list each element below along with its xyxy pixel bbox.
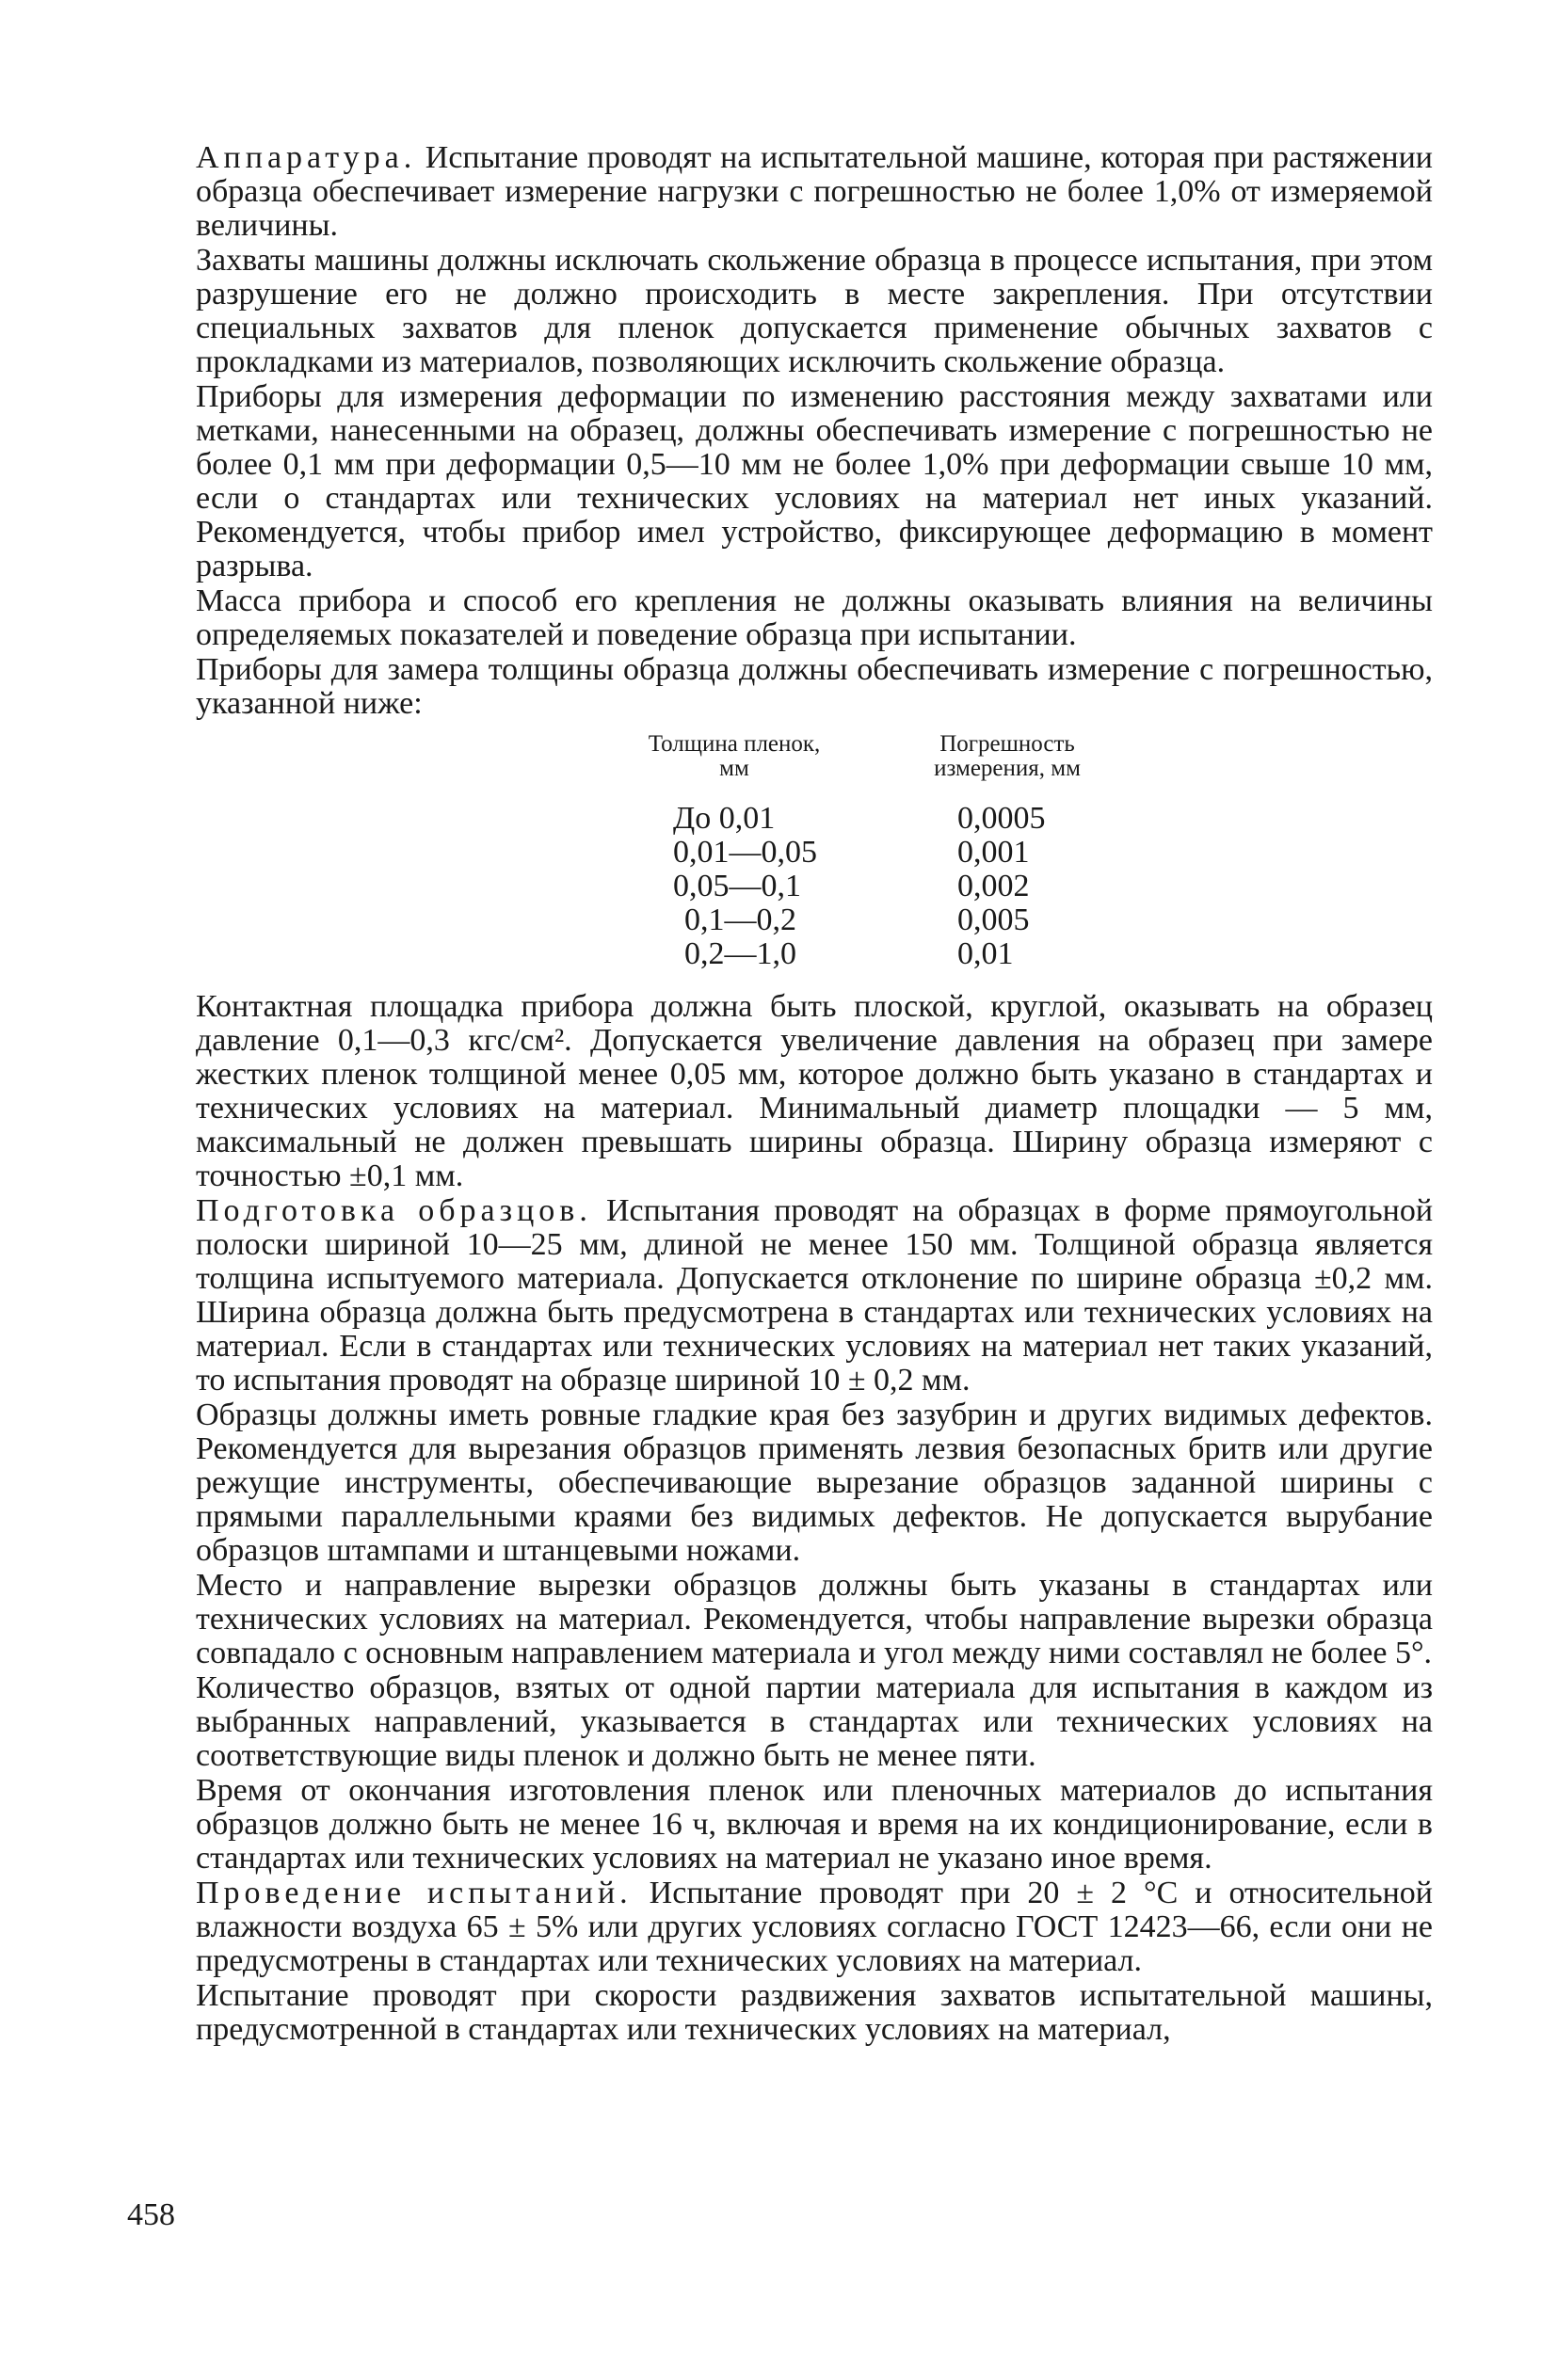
cell-error: 0,001 <box>957 835 1030 870</box>
paragraph-device-mass <box>196 584 1433 652</box>
thickness-table-wrap <box>196 732 1433 971</box>
table-header-error: Погрешность измерения, мм <box>934 731 1081 781</box>
paragraph-text: Испытание проводят при 20 ± 2 °С и относительной влажности воздуха 65 ± 5% или других условиях согласно ГОСТ 12423—66, если они не предусмотрены в стандартах или технических условиях на материал. <box>196 1876 1433 1978</box>
paragraph-test-procedure <box>196 1877 1433 1978</box>
paragraph-grips <box>196 244 1433 379</box>
table-row <box>645 903 1106 937</box>
paragraph-text: Количество образцов, взятых от одной партии материала для испытания в каждом из выбранных направлений, указывается в стандартах или технических условиях на соответствующие виды пленок и должно быть не менее пяти. <box>196 1670 1433 1773</box>
paragraph-text: Испытание проводят при скорости раздвижения захватов испытательной машины, предусмотренной в стандартах или технических условиях на материал, <box>196 1978 1433 2047</box>
cell-error: 0,0005 <box>957 801 1046 836</box>
cell-thickness: 0,05—0,1 <box>673 869 801 903</box>
paragraph-text: Время от окончания изготовления пленок или пленочных материалов до испытания образцов должно быть не менее 16 ч, включая и время на их кондиционирование, если в стандартах или технических условиях на материал не указано иное время. <box>196 1773 1433 1876</box>
table-row <box>645 836 1106 870</box>
cell-thickness: До 0,01 <box>673 801 776 836</box>
paragraph-text: Захваты машины должны исключать скольжение образца в процессе испытания, при этом разрушение его не должно происходить в месте закрепления. При отсутствии специальных захватов для пленок допускается применение обычных захватов с прокладками из материалов, позволяющих исключить скольжение образца. <box>196 243 1433 379</box>
cell-error: 0,005 <box>957 902 1030 937</box>
paragraph-text: Испытание проводят на испытательной машине, которая при растяжении образца обеспечивает измерение нагрузки с погрешностью не более 1,0% от измеряемой величины. <box>196 140 1433 243</box>
table-row <box>645 802 1106 836</box>
table-row <box>645 870 1106 903</box>
paragraph-text: Испытания проводят на образцах в форме прямоугольной полоски шириной 10—25 мм, длиной не менее 150 мм. Толщиной образца является толщина испытуемого материала. Допускается отклонение по ширине образца ±0,2 мм. Ширина образца должна быть предусмотрена в стандартах или технических условиях на материал. Если в стандартах или технических условиях на материал нет таких указаний, то испытания проводят на образце шириной 10 ± 0,2 мм. <box>196 1193 1434 1398</box>
paragraph-text: Приборы для измерения деформации по изменению расстояния между захватами или метками, нанесенными на образец, должны обеспечивать измерение с погрешностью не более 0,1 мм при деформации 0,5—10 мм не более 1,0% при деформации свыше 10 мм, если о стандартах или технических условиях на материал нет иных указаний. Рекомендуется, чтобы прибор имел устройство, фиксирующее деформацию в момент разрыва. <box>196 379 1433 583</box>
paragraph-contact-pad <box>196 990 1433 1193</box>
paragraph-deformation-devices <box>196 380 1433 583</box>
table-row <box>645 937 1106 971</box>
table-header-row <box>645 732 1106 802</box>
section-lead-apparatus: Аппаратура. <box>196 140 417 175</box>
cell-thickness: 0,01—0,05 <box>673 835 817 870</box>
paragraph-grip-speed <box>196 1979 1433 2047</box>
paragraph-text: Контактная площадка прибора должна быть плоской, круглой, оказывать на образец давление 0,1—0,3 кгс/см². Допускается увеличение давления на образец при замере жестких пленок толщиной менее 0,05 мм, которое должно быть указано в стандартах и технических условиях на материал. Минимальный диаметр площадки — 5 мм, максимальный не должен превышать ширины образца. Ширину образца измеряют с точностью ±0,1 мм. <box>196 989 1433 1193</box>
page-number: 458 <box>127 2197 175 2232</box>
paragraph-cut-direction <box>196 1569 1433 1670</box>
paragraph-text: Масса прибора и способ его крепления не должны оказывать влияния на величины определяемых показателей и поведение образца при испытании. <box>196 583 1433 652</box>
paragraph-conditioning-time <box>196 1774 1433 1876</box>
paragraph-sample-preparation <box>196 1194 1433 1398</box>
paragraph-text: Приборы для замера толщины образца должны обеспечивать измерение с погрешностью, указанной ниже: <box>196 652 1433 721</box>
section-lead-preparation: Подготовка образцов. <box>196 1193 592 1228</box>
paragraph-thickness-devices <box>196 653 1433 721</box>
paragraph-sample-edges <box>196 1398 1433 1568</box>
cell-thickness: 0,2—1,0 <box>684 936 796 971</box>
paragraph-text: Образцы должны иметь ровные гладкие края без зазубрин и других видимых дефектов. Рекомендуется для вырезания образцов применять лезвия безопасных бритв или другие режущие инструменты, обеспечивающие вырезание образцов заданной ширины с прямыми параллельными краями без видимых дефектов. Не допускается вырубание образцов штампами и штанцевыми ножами. <box>196 1398 1433 1568</box>
document-page <box>196 141 1433 2047</box>
thickness-table <box>645 732 1106 971</box>
paragraph-text: Место и направление вырезки образцов должны быть указаны в стандартах или технических условиях на материал. Рекомендуется, чтобы направление вырезки образца совпадало с основным направлением материала и угол между ними составлял не более 5°. <box>196 1568 1433 1670</box>
paragraph-apparatus <box>196 141 1433 243</box>
cell-thickness: 0,1—0,2 <box>684 902 796 937</box>
section-lead-procedure: Проведение испытаний. <box>196 1876 633 1910</box>
cell-error: 0,002 <box>957 869 1030 903</box>
table-header-thickness: Толщина пленок, мм <box>648 731 821 781</box>
cell-error: 0,01 <box>957 936 1014 971</box>
paragraph-sample-count <box>196 1671 1433 1773</box>
